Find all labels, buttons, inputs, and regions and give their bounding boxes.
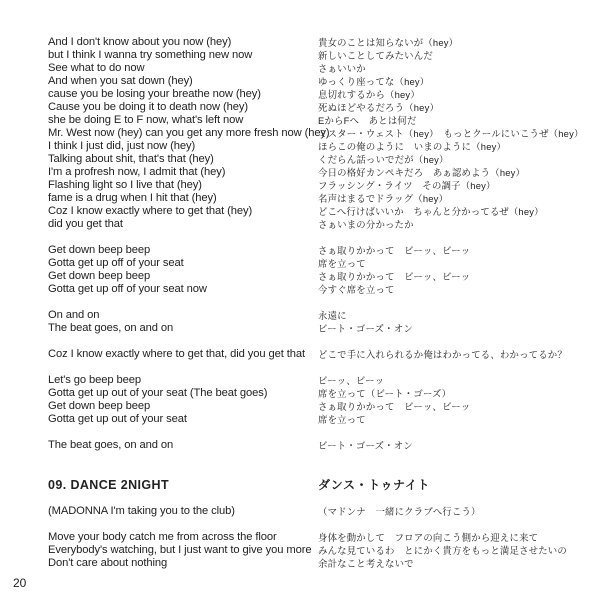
english-lyric-line: Get down beep beep xyxy=(48,400,151,412)
japanese-lyric-line: 席を立って（ビート・ゴーズ） xyxy=(318,388,452,399)
english-lyric-line: did you get that xyxy=(48,218,123,230)
japanese-lyric-line: 席を立って xyxy=(318,258,366,269)
japanese-lyric-line: さぁ取りかかって ビーッ、ビーッ xyxy=(318,271,471,282)
english-lyric-line: Get down beep beep xyxy=(48,244,151,256)
japanese-lyric-line: ほらこの俺のように いまのように（hey） xyxy=(318,141,507,152)
japanese-lyric-line: ミスター・ウェスト（hey） もっとクールにいこうぜ（hey） xyxy=(318,128,584,139)
english-lyric-line: Gotta get up off of your seat now xyxy=(48,283,207,295)
stanza-gap xyxy=(318,231,588,244)
stanza-gap xyxy=(318,426,588,439)
japanese-lyric-line: 今すぐ席を立って xyxy=(318,284,395,295)
english-lyric-line: See what to do now xyxy=(48,62,145,74)
japanese-lyric-line: 今日の格好カンペキだろ あぁ認めよう（hey） xyxy=(318,167,526,178)
stanza-gap xyxy=(48,335,308,348)
english-lyric-line: Let's go beep beep xyxy=(48,374,142,386)
english-lyrics-column xyxy=(48,36,330,570)
japanese-lyric-line: EからFへ あとは何だ xyxy=(318,115,417,126)
english-lyric-line: she be doing E to F now, what's left now xyxy=(48,114,244,126)
english-lyric-line: Talking about shit, that's that (hey) xyxy=(48,153,214,165)
stanza-gap xyxy=(318,335,588,348)
japanese-lyric-line: くだらん話っいでだが（hey） xyxy=(318,154,449,165)
english-lyric-line: fame is a drug when I hit that (hey) xyxy=(48,192,217,204)
song-title-english: 09. DANCE 2NIGHT xyxy=(48,478,170,492)
english-lyric-line: Gotta get up off of your seat xyxy=(48,257,184,269)
stanza-gap xyxy=(48,518,308,531)
english-lyric-line: The beat goes, on and on xyxy=(48,439,174,451)
english-lyric-line: Cause you be doing it to death now (hey) xyxy=(48,101,248,113)
japanese-lyric-line: さぁ取りかかって ビーッ、ビーッ xyxy=(318,245,471,256)
japanese-lyric-line: さぁいまの分かったか xyxy=(318,219,414,230)
english-lyric-line: Gotta get up out of your seat (The beat goes) xyxy=(48,387,268,399)
japanese-lyric-line: 死ぬほどやるだろう（hey） xyxy=(318,102,440,113)
english-lyric-line: I think I just did, just now (hey) xyxy=(48,140,196,152)
english-lyric-line: I'm a profresh now, I admit that (hey) xyxy=(48,166,226,178)
japanese-lyric-line: みんな見ているわ とにかく貴方をもっと満足させたいの xyxy=(318,545,567,556)
english-lyric-line: Get down beep beep xyxy=(48,270,151,282)
english-lyric-line: but I think I wanna try something new now xyxy=(48,49,253,61)
english-lyric-line: And when you sat down (hey) xyxy=(48,75,193,87)
japanese-lyric-line: ビート・ゴーズ・オン xyxy=(318,323,413,334)
page-number: 20 xyxy=(13,576,27,590)
japanese-lyric-line: 息切れするから（hey） xyxy=(318,89,420,100)
japanese-lyric-line: （マドンナ 一緒にクラブへ行こう） xyxy=(318,506,481,517)
japanese-lyric-line: どこで手に入れられるか俺はわかってる、わかってるか？ xyxy=(318,349,567,360)
title-spacer xyxy=(318,493,588,505)
japanese-lyric-line: 新しいことしてみたいんだ xyxy=(318,50,433,61)
title-spacer xyxy=(48,493,308,505)
english-lyric-line: And I don't know about you now (hey) xyxy=(48,36,232,48)
section-spacer xyxy=(318,452,588,478)
english-lyric-line: The beat goes, on and on xyxy=(48,322,174,334)
stanza-gap xyxy=(48,296,308,309)
english-lyric-line: Everybody's watching, but I just want to give you more xyxy=(48,544,312,556)
english-lyric-line: (MADONNA I'm taking you to the club) xyxy=(48,505,235,517)
japanese-lyric-line: フラッシング・ライツ その調子（hey） xyxy=(318,180,496,191)
english-lyric-line: Coz I know exactly where to get that (hey) xyxy=(48,205,253,217)
japanese-lyric-line: ゆっくり座ってな（hey） xyxy=(318,76,430,87)
japanese-lyric-line: ビート・ゴーズ・オン xyxy=(318,440,413,451)
japanese-lyric-line: 名声はまるでドラッグ（hey） xyxy=(318,193,449,204)
english-lyric-line: Mr. West now (hey) can you get any more fresh now (hey) xyxy=(48,127,330,139)
english-lyric-line: Coz I know exactly where to get that, did you get that xyxy=(48,348,306,360)
stanza-gap xyxy=(48,231,308,244)
japanese-lyric-line: 余計なこと考えないで xyxy=(318,558,414,569)
stanza-gap xyxy=(318,361,588,374)
english-lyric-line: Don't care about nothing xyxy=(48,557,168,569)
japanese-lyric-line: ビーッ、ビーッ xyxy=(318,375,385,386)
stanza-gap xyxy=(48,361,308,374)
japanese-lyric-line: 身体を動かして フロアの向こう側から迎えに来て xyxy=(318,532,539,543)
japanese-lyrics-column xyxy=(318,36,588,570)
japanese-lyric-line: さぁいいか xyxy=(318,63,366,74)
song-title-japanese: ダンス・トゥナイト xyxy=(318,478,431,492)
japanese-lyric-line: 席を立って xyxy=(318,414,366,425)
english-lyric-line: Move your body catch me from across the floor xyxy=(48,531,277,543)
english-lyric-line: cause you be losing your breathe now (hey) xyxy=(48,88,261,100)
japanese-lyric-line: どこへ行けばいいか ちゃんと分かってるぜ（hey） xyxy=(318,206,544,217)
japanese-lyric-line: 永遠に xyxy=(318,310,347,321)
japanese-lyric-line: 貴女のことは知らないが（hey） xyxy=(318,37,459,48)
english-lyric-line: On and on xyxy=(48,309,100,321)
stanza-gap xyxy=(318,518,588,531)
english-lyric-line: Flashing light so I live that (hey) xyxy=(48,179,202,191)
stanza-gap xyxy=(48,426,308,439)
stanza-gap xyxy=(318,296,588,309)
english-lyric-line: Gotta get up out of your seat xyxy=(48,413,187,425)
japanese-lyric-line: さぁ取りかかって ビーッ、ビーッ xyxy=(318,401,471,412)
section-spacer xyxy=(48,452,308,478)
